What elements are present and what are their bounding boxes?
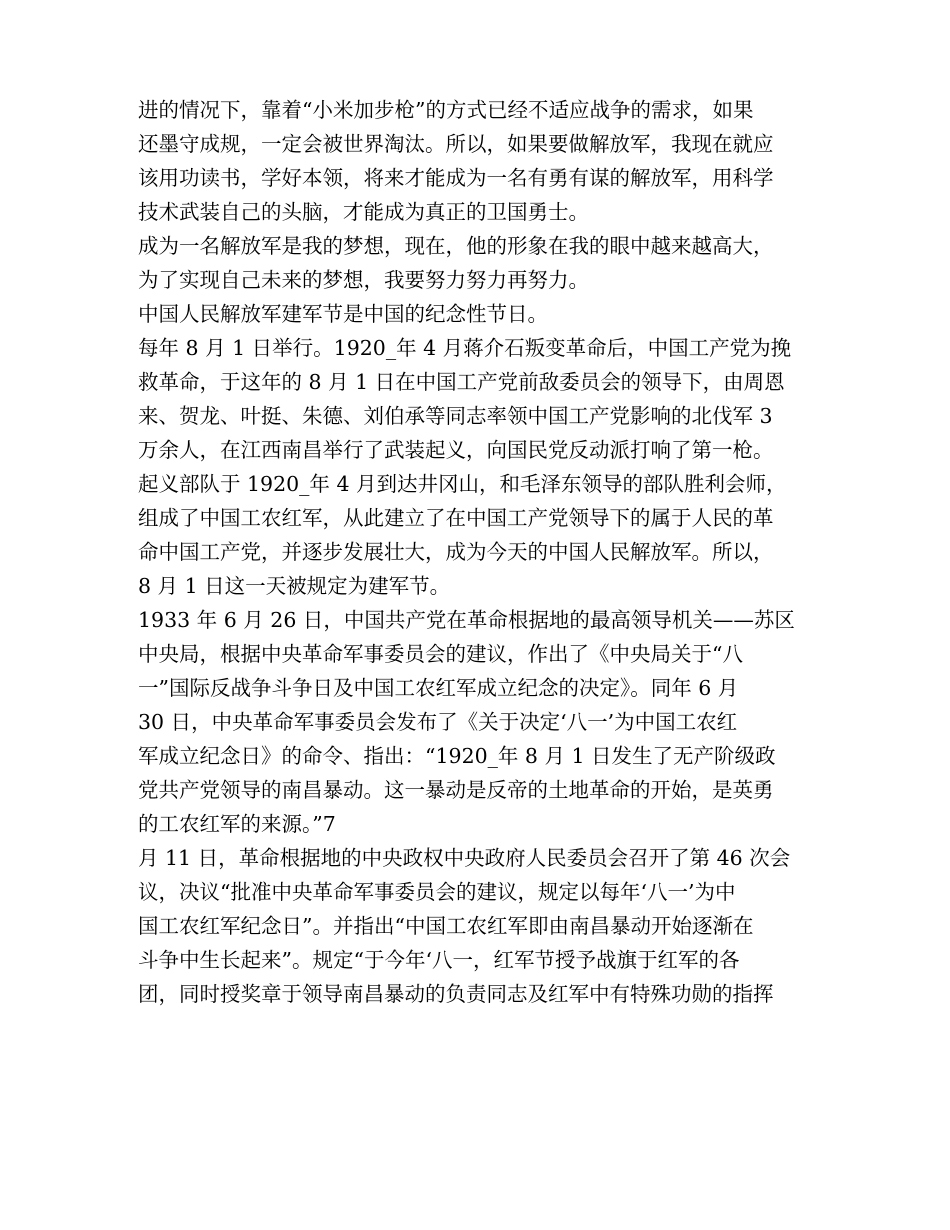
document-body (138, 93, 828, 1011)
text-line: 月 11 日，革命根据地的中央政权中央政府人民委员会召开了第 46 次会 (138, 846, 791, 870)
text-line: 1933 年 6 月 26 日，中国共产党在革命根据地的最高领导机关——苏区 (138, 608, 795, 632)
text-line: 的工农红军的来源。”7 (138, 812, 336, 836)
text-line: 万余人，在江西南昌举行了武装起义，向国民党反动派打响了第一枪。 (138, 438, 774, 462)
text-line: 为了实现自己未来的梦想，我要努力努力再努力。 (138, 268, 589, 292)
text-line: 技术武装自己的头脑，才能成为真正的卫国勇士。 (138, 200, 589, 224)
text-line: 每年 8 月 1 日举行。1920_年 4 月蒋介石叛变革命后，中国工产党为挽 (138, 336, 792, 360)
text-line: 中国人民解放军建军节是中国的纪念性节日。 (138, 302, 548, 326)
text-line: 成为一名解放军是我的梦想，现在，他的形象在我的眼中越来越高大， (138, 234, 774, 258)
text-line: 还墨守成规，一定会被世界淘汰。所以，如果要做解放军，我现在就应 (138, 132, 774, 156)
text-line: 组成了中国工农红军，从此建立了在中国工产党领导下的属于人民的革 (138, 506, 774, 530)
text-line: 一”国际反战争斗争日及中国工农红军成立纪念的决定》。同年 6 月 (138, 676, 739, 700)
text-line: 起义部队于 1920_年 4 月到达井冈山，和毛泽东领导的部队胜利会师， (138, 472, 787, 496)
text-line: 救革命，于这年的 8 月 1 日在中国工产党前敌委员会的领导下，由周恩 (138, 370, 785, 394)
text-line: 军成立纪念日》的命令、指出：“1920_年 8 月 1 日发生了无产阶级政 (138, 744, 776, 768)
text-line: 议，决议“批准中央革命军事委员会的建议，规定以每年‘八一’为中 (138, 880, 736, 904)
text-line: 30 日，中央革命军事委员会发布了《关于决定‘八一’为中国工农红 (138, 710, 738, 734)
text-line: 来、贺龙、叶挺、朱德、刘伯承等同志率领中国工产党影响的北伐军 3 (138, 404, 773, 428)
text-line: 中央局，根据中央革命军事委员会的建议，作出了《中央局关于“八 (138, 642, 743, 666)
text-line: 8 月 1 日这一天被规定为建军节。 (138, 574, 451, 598)
text-line: 斗争中生长起来”。规定“于今年‘八一，红军节授予战旗于红军的各 (138, 948, 740, 972)
text-line: 党共产党领导的南昌暴动。这一暴动是反帝的土地革命的开始，是英勇 (138, 778, 774, 802)
text-line: 命中国工产党，并逐步发展壮大，成为今天的中国人民解放军。所以， (138, 540, 774, 564)
text-line: 国工农红军纪念日”。并指出“中国工农红军即由南昌暴动开始逐渐在 (138, 914, 754, 938)
text-line: 进的情况下，靠着“小米加步枪”的方式已经不适应战争的需求，如果 (138, 98, 754, 122)
text-line: 团，同时授奖章于领导南昌暴动的负责同志及红军中有特殊功勋的指挥 (138, 982, 774, 1006)
text-line: 该用功读书，学好本领，将来才能成为一名有勇有谋的解放军，用科学 (138, 166, 774, 190)
